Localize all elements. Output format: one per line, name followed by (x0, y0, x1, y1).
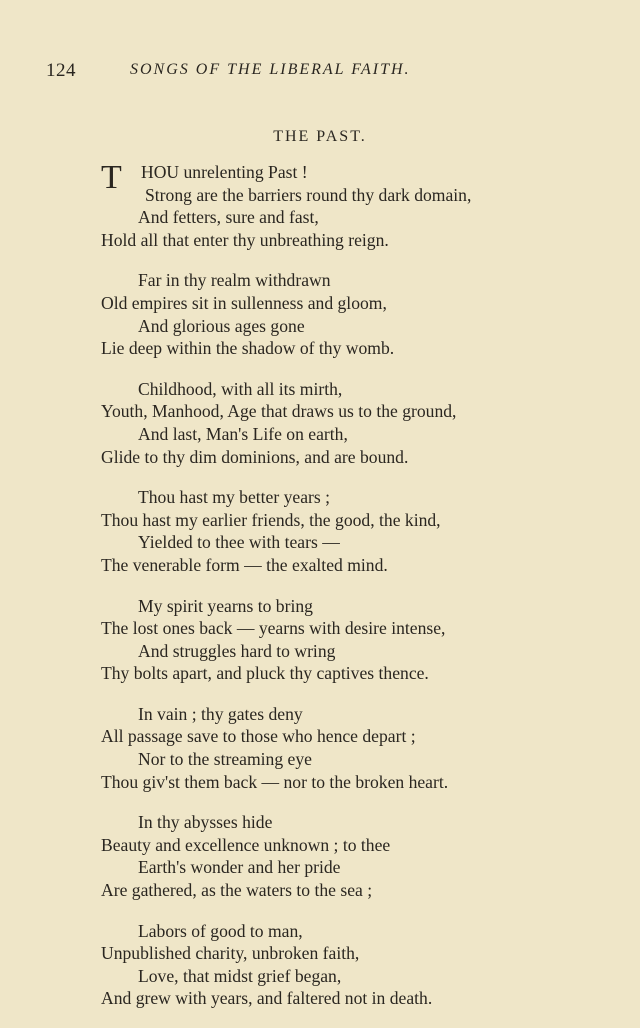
drop-cap: T (101, 159, 122, 196)
poem-line: The venerable form — the exalted mind. (101, 554, 388, 575)
poem-line: Thou hast my earlier friends, the good, the kind, (101, 509, 441, 530)
stanza (101, 811, 541, 901)
running-head: SONGS OF THE LIBERAL FAITH. (130, 61, 411, 78)
poem-line: Unpublished charity, unbroken faith, (101, 943, 360, 964)
poem-line: Yielded to thee with tears — (138, 532, 340, 553)
poem-line: The lost ones back — yearns with desire intense, (101, 618, 446, 639)
poem-line: Hold all that enter thy unbreathing reign. (101, 229, 389, 250)
poem-line: Thou giv'st them back — nor to the broken heart. (101, 771, 449, 792)
poem-body (101, 161, 541, 1028)
poem-line: And last, Man's Life on earth, (138, 423, 348, 444)
poem-line: And grew with years, and faltered not in death. (101, 988, 433, 1009)
poem-line: Love, that midst grief began, (138, 965, 342, 986)
stanza (101, 920, 541, 1010)
poem-title: THE PAST. (273, 128, 367, 145)
stanza (101, 378, 541, 468)
poem-line: Earth's wonder and her pride (138, 857, 341, 878)
poem-line: Glide to thy dim dominions, and are bound. (101, 446, 409, 467)
stanza (101, 595, 541, 685)
poem-line: Childhood, with all its mirth, (138, 378, 343, 399)
stanza (101, 703, 541, 793)
poem-line: Old empires sit in sullenness and gloom, (101, 292, 387, 313)
poem-line: Beauty and excellence unknown ; to thee (101, 834, 391, 855)
poem-line: Youth, Manhood, Age that draws us to the ground, (101, 401, 457, 422)
page-number: 124 (46, 60, 76, 81)
poem-line: And fetters, sure and fast, (138, 207, 319, 228)
stanza (101, 161, 541, 251)
poem-line: Strong are the barriers round thy dark domain, (145, 184, 472, 205)
poem-line: Are gathered, as the waters to the sea ; (101, 880, 373, 901)
poem-line: All passage save to those who hence depart ; (101, 726, 416, 747)
poem-line: In vain ; thy gates deny (138, 703, 303, 724)
poem-line: Thy bolts apart, and pluck thy captives thence. (101, 663, 429, 684)
poem-line: My spirit yearns to bring (138, 595, 313, 616)
poem-line: Lie deep within the shadow of thy womb. (101, 338, 395, 359)
poem-line: Thou hast my better years ; (138, 487, 331, 508)
poem-line: Labors of good to man, (138, 920, 303, 941)
stanza (101, 269, 541, 359)
poem-line: In thy abysses hide (138, 812, 273, 833)
poem-line: Far in thy realm withdrawn (138, 270, 331, 291)
poem-line: And glorious ages gone (138, 315, 305, 336)
poem-line: Nor to the streaming eye (138, 749, 312, 770)
first-line-text: HOU unrelenting Past ! (141, 162, 308, 182)
stanza (101, 486, 541, 576)
poem-line: And struggles hard to wring (138, 640, 336, 661)
